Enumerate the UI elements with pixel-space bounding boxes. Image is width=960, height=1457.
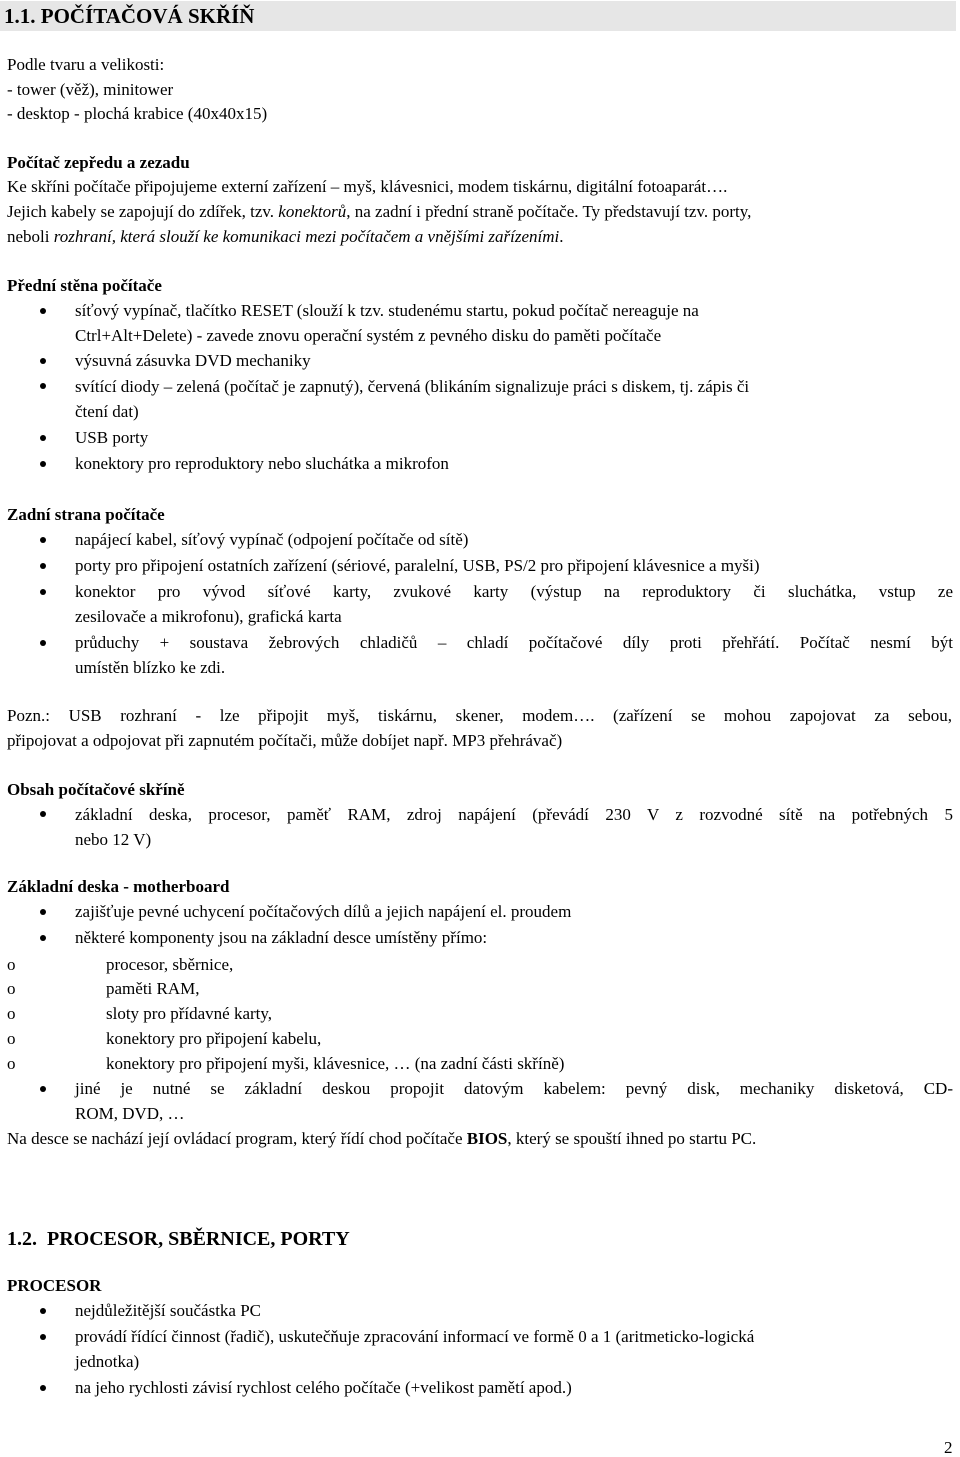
sub-list-item: konektory pro připojení kabelu, <box>106 1029 322 1048</box>
bullet-icon <box>40 308 46 314</box>
bullet-icon <box>40 537 46 543</box>
list-item: jiné je nutné se základní deskou propojit datovým kabelem: pevný disk, mechaniky disketová, CD- <box>75 1079 953 1098</box>
bullet-icon <box>40 1086 46 1092</box>
bullet-icon <box>40 1385 46 1391</box>
section-number: 1.2. <box>7 1228 37 1250</box>
list-item: - desktop - plochá krabice (40x40x15) <box>7 104 268 123</box>
bullet-icon <box>40 640 46 646</box>
bullet-icon <box>40 461 46 467</box>
bullet-icon <box>40 1308 46 1314</box>
note-line: Pozn.: USB rozhraní - lze připojit myš, tiskárnu, skener, modem…. (zařízení se mohou zapojovat za sebou, <box>7 706 952 725</box>
subheading-processor: PROCESOR <box>7 1276 102 1295</box>
note-line: připojovat a odpojovat při zapnutém počítači, může dobíjet např. MP3 přehrávač) <box>7 731 563 750</box>
section-title: POČÍTAČOVÁ SKŘÍŇ <box>40 4 255 28</box>
section-heading-1-2 <box>7 1227 350 1251</box>
list-item-continuation: ROM, DVD, … <box>75 1104 185 1123</box>
sub-bullet-marker: o <box>7 979 16 998</box>
section-number: 1.1. <box>4 4 36 28</box>
list-item: některé komponenty jsou na základní desce umístěny přímo: <box>75 928 488 947</box>
subheading-front: Přední stěna počítače <box>7 276 162 295</box>
sub-list-item: procesor, sběrnice, <box>106 955 234 974</box>
list-item: nejdůležitější součástka PC <box>75 1301 262 1320</box>
paragraph-line: neboli rozhraní, která slouží ke komunikaci mezi počítačem a vnějšími zařízeními. <box>7 227 564 246</box>
subheading-motherboard: Základní deska - motherboard <box>7 877 230 896</box>
list-item: konektor pro vývod síťové karty, zvukové karty (výstup na reproduktory či sluchátka, vstup ze <box>75 582 953 601</box>
subheading-contents: Obsah počítačové skříně <box>7 780 185 799</box>
list-item: napájecí kabel, síťový vypínač (odpojení počítače od sítě) <box>75 530 469 549</box>
list-item-continuation: nebo 12 V) <box>75 830 152 849</box>
sub-bullet-marker: o <box>7 1029 16 1048</box>
list-item: na jeho rychlosti závisí rychlost celého počítače (+velikost pamětí apod.) <box>75 1378 572 1397</box>
bullet-icon <box>40 563 46 569</box>
paragraph-line: Jejich kabely se zapojují do zdířek, tzv. konektorů, na zadní i přední straně počítače. Ty představují tzv. porty, <box>7 202 752 221</box>
bullet-icon <box>40 811 46 817</box>
italic-term: konektorů <box>278 202 347 221</box>
bullet-icon <box>40 358 46 364</box>
list-item: konektory pro reproduktory nebo sluchátka a mikrofon <box>75 454 449 473</box>
italic-term: rozhraní, která slouží ke komunikaci mezi počítačem a vnějšími zařízeními <box>53 227 560 246</box>
sub-bullet-marker: o <box>7 955 16 974</box>
list-item: průduchy + soustava žebrových chladičů – chladí počítačové díly proti přehřátí. Počítač nesmí být <box>75 633 953 652</box>
intro-heading: Podle tvaru a velikosti: <box>7 55 165 74</box>
page-number: 2 <box>944 1438 953 1457</box>
paragraph-line: Ke skříni počítače připojujeme externí zařízení – myš, klávesnici, modem tiskárnu, digitální fotoaparát…. <box>7 177 728 196</box>
list-item-continuation: čtení dat) <box>75 402 139 421</box>
list-item: výsuvná zásuvka DVD mechaniky <box>75 351 311 370</box>
bullet-icon <box>40 383 46 389</box>
list-item: svítící diody – zelená (počítač je zapnutý), červená (blikáním signalizuje práci s diskem, tj. zápis či <box>75 377 750 396</box>
list-item: zajišťuje pevné uchycení počítačových dílů a jejich napájení el. proudem <box>75 902 572 921</box>
sub-bullet-marker: o <box>7 1004 16 1023</box>
list-item: síťový vypínač, tlačítko RESET (slouží k tzv. studenému startu, pokud počítač nereaguje na <box>75 301 699 320</box>
list-item-continuation: umístěn blízko ke zdi. <box>75 658 226 677</box>
list-item: porty pro připojení ostatních zařízení (sériové, paralelní, USB, PS/2 pro připojení klávesnice a myši) <box>75 556 760 575</box>
list-item: USB porty <box>75 428 149 447</box>
sub-list-item: paměti RAM, <box>106 979 200 998</box>
list-item-continuation: Ctrl+Alt+Delete) - zavede znovu operační systém z pevného disku do paměti počítače <box>75 326 662 345</box>
list-item-continuation: jednotka) <box>75 1352 140 1371</box>
section-heading-1-1 <box>0 1 956 31</box>
list-item: provádí řídící činnost (řadič), uskutečňuje zpracování informací ve formě 0 a 1 (aritmeticko-logická <box>75 1327 755 1346</box>
sub-list-item: sloty pro přídavné karty, <box>106 1004 273 1023</box>
bios-paragraph: Na desce se nachází její ovládací program, který řídí chod počítače BIOS, který se spouští ihned po startu PC. <box>7 1129 757 1148</box>
bios-term: BIOS <box>466 1129 508 1148</box>
bullet-icon <box>40 935 46 941</box>
bullet-icon <box>40 1334 46 1340</box>
list-item-continuation: zesilovače a mikrofonu), grafická karta <box>75 607 342 626</box>
bullet-icon <box>40 589 46 595</box>
sub-bullet-marker: o <box>7 1054 16 1073</box>
sub-list-item: konektory pro připojení myši, klávesnice, … (na zadní části skříně) <box>106 1054 565 1073</box>
section-title: PROCESOR, SBĚRNICE, PORTY <box>47 1228 350 1250</box>
list-item: základní deska, procesor, paměť RAM, zdroj napájení (převádí 230 V z rozvodné sítě na potřebných 5 <box>75 805 953 824</box>
subheading-back: Zadní strana počítače <box>7 505 165 524</box>
bullet-icon <box>40 909 46 915</box>
list-item: - tower (věž), minitower <box>7 80 174 99</box>
bullet-icon <box>40 435 46 441</box>
subheading-front-back: Počítač zepředu a zezadu <box>7 153 190 172</box>
